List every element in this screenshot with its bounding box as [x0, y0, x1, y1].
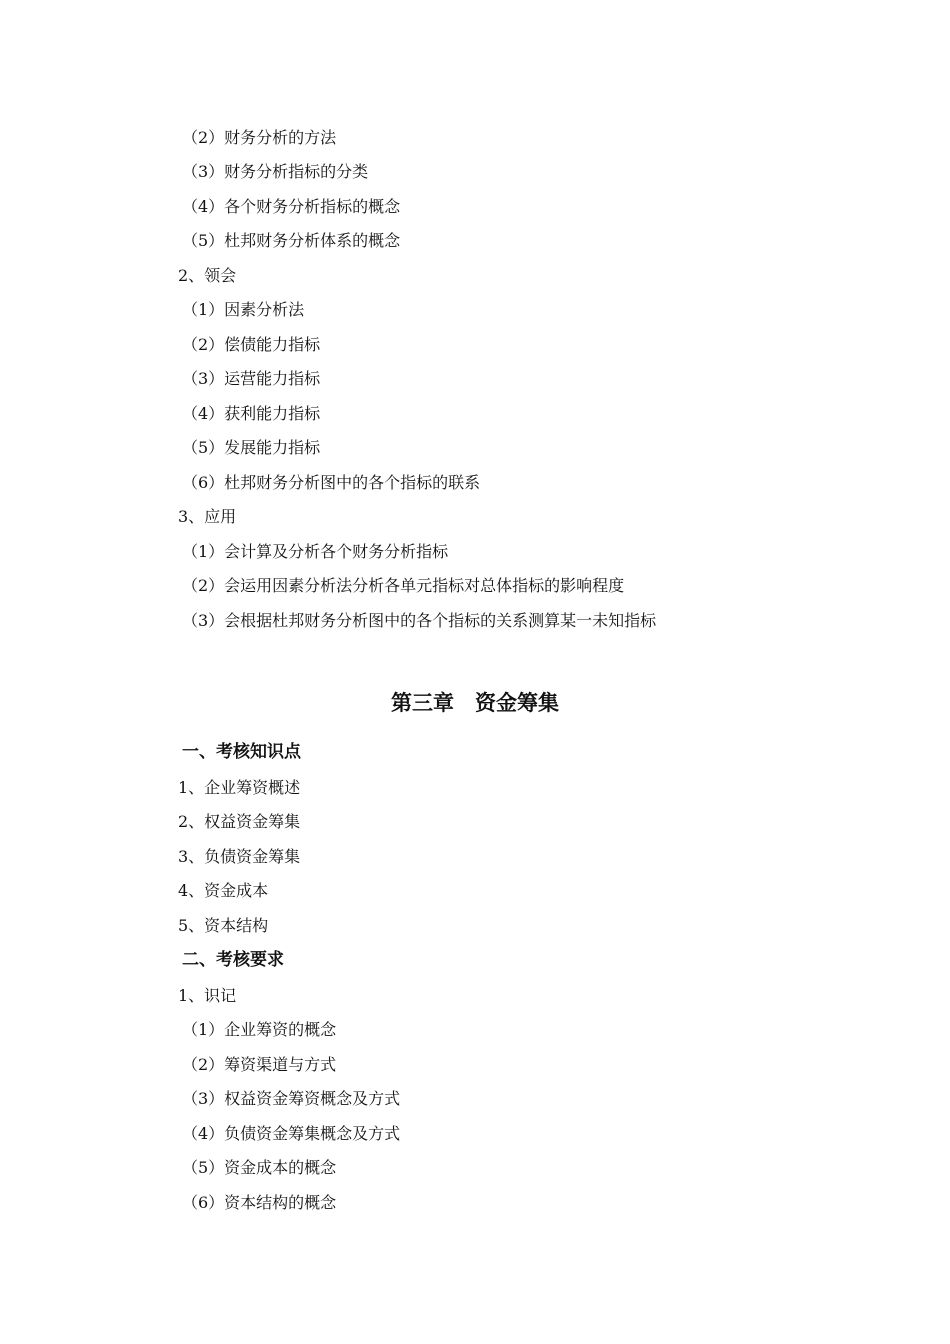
chapter-title: 第三章 资金筹集: [391, 691, 559, 715]
list-item: （3）运营能力指标: [182, 369, 321, 388]
list-item: （4）负债资金筹集概念及方式: [182, 1124, 401, 1143]
list-item: （3）权益资金筹资概念及方式: [182, 1089, 401, 1108]
list-item: （2）筹资渠道与方式: [182, 1055, 337, 1074]
list-item: 5、资本结构: [178, 916, 269, 935]
list-item: 1、企业筹资概述: [178, 778, 301, 797]
list-item: （3）财务分析指标的分类: [182, 162, 369, 181]
list-item: 4、资金成本: [178, 881, 269, 900]
list-item: （3）会根据杜邦财务分析图中的各个指标的关系测算某一未知指标: [182, 611, 657, 630]
list-item: （4）各个财务分析指标的概念: [182, 197, 401, 216]
subsection-heading-memorize: 1、识记: [178, 986, 237, 1005]
list-item: 2、权益资金筹集: [178, 812, 301, 831]
list-item: （1）企业筹资的概念: [182, 1020, 337, 1039]
list-item: （4）获利能力指标: [182, 404, 321, 423]
list-item: （1）会计算及分析各个财务分析指标: [182, 542, 449, 561]
subsection-heading-apply: 3、应用: [178, 507, 237, 526]
list-item: 3、负债资金筹集: [178, 847, 301, 866]
list-item: （6）资本结构的概念: [182, 1193, 337, 1212]
subsection-heading-comprehend: 2、领会: [178, 266, 237, 285]
section-heading-requirements: 二、考核要求: [182, 950, 284, 970]
section-heading-knowledge: 一、考核知识点: [182, 742, 301, 762]
list-item: （5）杜邦财务分析体系的概念: [182, 231, 401, 250]
list-item: （2）财务分析的方法: [182, 128, 337, 147]
list-item: （2）会运用因素分析法分析各单元指标对总体指标的影响程度: [182, 576, 625, 595]
list-item: （6）杜邦财务分析图中的各个指标的联系: [182, 473, 481, 492]
list-item: （5）发展能力指标: [182, 438, 321, 457]
list-item: （1）因素分析法: [182, 300, 305, 319]
list-item: （2）偿债能力指标: [182, 335, 321, 354]
list-item: （5）资金成本的概念: [182, 1158, 337, 1177]
